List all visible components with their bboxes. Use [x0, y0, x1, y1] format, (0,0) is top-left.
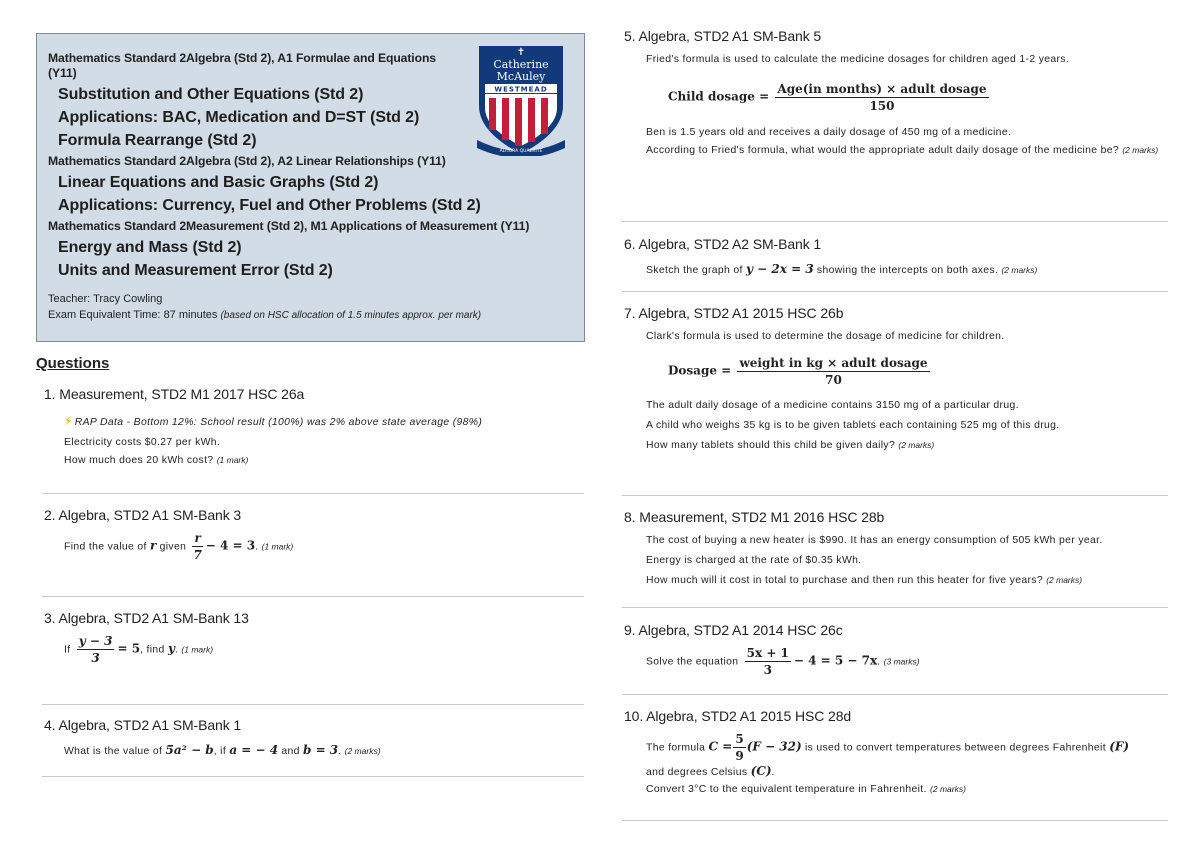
- question-text: According to Fried's formula, what would the appropriate adult daily dosage of the medicine be? (2 marks): [646, 145, 1159, 156]
- topic-link[interactable]: Formula Rearrange (Std 2): [58, 132, 257, 149]
- question-text: The adult daily dosage of a medicine contains 3150 mg of a particular drug.: [646, 400, 1019, 411]
- question-text: How many tablets should this child be given daily? (2 marks): [646, 440, 935, 451]
- question-title[interactable]: 2. Algebra, STD2 A1 SM-Bank 3: [44, 507, 242, 523]
- math-variable: r: [150, 538, 157, 553]
- header-panel: [36, 33, 585, 342]
- question-divider: [622, 495, 1168, 496]
- marks-label: (3 marks): [883, 656, 920, 667]
- exam-time-note: (based on HSC allocation of 1.5 minutes approx. per mark): [220, 310, 482, 321]
- math-variable: (F): [1109, 739, 1130, 754]
- question-divider: [622, 820, 1168, 821]
- question-2: [44, 507, 584, 562]
- question-body: If $\frac{y - 3}{3}$ = 5, find y. (1 mark): [64, 634, 214, 665]
- marks-label: (2 marks): [1046, 575, 1083, 585]
- marks-label: (1 mark): [261, 541, 294, 552]
- math-fraction: $\frac{5x + 1}{3}$: [746, 646, 789, 677]
- question-text: A child who weighs 35 kg is to be given tablets each containing 525 mg of this drug.: [646, 420, 1060, 431]
- rap-data-line: [64, 414, 584, 428]
- crest-motto: ALTIORA QUAERITE: [499, 149, 543, 154]
- math-expression: Child dosage =: [668, 89, 770, 104]
- question-title[interactable]: 8. Measurement, STD2 M1 2016 HSC 28b: [624, 509, 885, 525]
- question-text: and degrees Celsius (C).: [646, 764, 775, 778]
- math-fraction: $\frac{5}{9}$: [735, 732, 744, 763]
- lightning-icon: ⚡: [64, 414, 73, 428]
- question-divider: [42, 596, 584, 597]
- question-body: [624, 331, 1168, 451]
- question-text: The cost of buying a new heater is $990. It has an energy consumption of 505 kWh per year.: [646, 535, 1103, 546]
- school-crest-logo: [477, 44, 565, 156]
- question-body: Sketch the graph of y − 2x = 3 showing the intercepts on both axes. (2 marks): [646, 262, 1038, 276]
- questions-heading: Questions: [36, 355, 110, 372]
- question-divider: [622, 221, 1168, 222]
- question-body: [624, 54, 1168, 156]
- question-1: [44, 386, 584, 466]
- math-fraction: $\frac{\text{weight in kg × adult dosage}}{70}$: [739, 356, 928, 387]
- question-title[interactable]: 7. Algebra, STD2 A1 2015 HSC 26b: [624, 305, 844, 321]
- topic-link[interactable]: Substitution and Other Equations (Std 2): [58, 86, 364, 103]
- exam-time-label: Exam Equivalent Time:: [48, 309, 161, 321]
- course-heading-3: Mathematics Standard 2Measurement (Std 2), M1 Applications of Measurement (Y11): [48, 219, 530, 233]
- question-divider: [42, 776, 584, 777]
- math-variable: (C): [750, 764, 772, 778]
- topic-link[interactable]: Energy and Mass (Std 2): [58, 239, 242, 256]
- math-fraction: $\frac{\text{Age(in months) × adult dosage}}{150}$: [777, 82, 987, 113]
- math-expression: C =: [708, 739, 733, 754]
- question-body: [624, 732, 1168, 795]
- topic-link[interactable]: Applications: Currency, Fuel and Other Problems (Std 2): [58, 197, 481, 214]
- math-expression: − 4 = 5 − 7x: [793, 653, 878, 668]
- question-title[interactable]: 5. Algebra, STD2 A1 SM-Bank 5: [624, 28, 822, 44]
- math-expression: − 4 = 3: [205, 538, 256, 553]
- question-text: Electricity costs $0.27 per kWh.: [64, 437, 221, 448]
- question-body: What is the value of 5a² − b, if a = − 4 and b = 3. (2 marks): [64, 743, 381, 757]
- question-title[interactable]: 9. Algebra, STD2 A1 2014 HSC 26c: [624, 622, 843, 638]
- crest-name-line1: Catherine: [493, 58, 549, 71]
- marks-label: (2 marks): [1122, 145, 1159, 155]
- formula-block: [668, 82, 1168, 113]
- marks-label: (2 marks): [930, 784, 966, 794]
- exam-time-line: [48, 307, 584, 324]
- topic-link[interactable]: Applications: BAC, Medication and D=ST (Std 2): [58, 109, 420, 126]
- question-10: [624, 708, 1168, 795]
- question-divider: [42, 704, 584, 705]
- question-text: How much will it cost in total to purchase and then run this heater for five years? (2 marks): [646, 575, 1083, 586]
- question-body: Solve the equation $\frac{5x + 1}{3}$ − 4 = 5 − 7x. (3 marks): [646, 646, 920, 677]
- question-divider: [42, 493, 584, 494]
- formula-block: [668, 356, 1168, 387]
- math-expression: b = 3: [303, 743, 339, 757]
- question-3: [44, 610, 584, 665]
- question-text: Clark's formula is used to determine the dosage of medicine for children.: [646, 331, 1005, 342]
- question-9: [624, 622, 1168, 677]
- course-heading-2: Mathematics Standard 2Algebra (Std 2), A2 Linear Relationships (Y11): [48, 154, 446, 168]
- question-divider: [622, 694, 1168, 695]
- crest-name-line2: McAuley: [496, 70, 546, 83]
- math-expression: a = − 4: [229, 743, 279, 757]
- question-text: How much does 20 kWh cost? (1 mark): [64, 455, 249, 466]
- marks-label: (1 mark): [181, 644, 214, 655]
- question-divider: [622, 291, 1168, 292]
- marks-label: (1 mark): [216, 455, 249, 465]
- crest-cross-icon: ✝: [516, 47, 526, 58]
- question-4: [44, 717, 584, 757]
- marks-label: (2 marks): [898, 440, 935, 450]
- math-expression: y − 2x = 3: [746, 262, 814, 276]
- math-fraction: $\frac{r}{7}$: [193, 531, 202, 562]
- crest-westmead-text: WESTMEAD: [494, 85, 548, 94]
- question-title[interactable]: 3. Algebra, STD2 A1 SM-Bank 13: [44, 610, 249, 626]
- question-7: [624, 305, 1168, 451]
- math-fraction: $\frac{y - 3}{3}$: [78, 634, 113, 665]
- question-title[interactable]: 6. Algebra, STD2 A2 SM-Bank 1: [624, 236, 822, 252]
- question-text: The formula C = $\frac{5}{9}$ (F − 32) is used to convert temperatures between degrees Fahrenheit (F): [646, 732, 1130, 763]
- question-divider: [622, 607, 1168, 608]
- question-6: [624, 236, 1168, 276]
- topic-link[interactable]: Units and Measurement Error (Std 2): [58, 262, 333, 279]
- math-expression: = 5: [117, 641, 141, 656]
- marks-label: (2 marks): [344, 746, 381, 756]
- math-variable: y: [167, 641, 175, 656]
- question-body: Find the value of r given $\frac{r}{7}$ − 4 = 3. (1 mark): [64, 531, 294, 562]
- exam-time-value: 87 minutes: [163, 309, 218, 321]
- teacher-label: Teacher:: [48, 293, 91, 305]
- question-title[interactable]: 10. Algebra, STD2 A1 2015 HSC 28d: [624, 708, 852, 724]
- question-text: Fried's formula is used to calculate the medicine dosages for children aged 1-2 years.: [646, 54, 1070, 65]
- question-text: Ben is 1.5 years old and receives a daily dosage of 450 mg of a medicine.: [646, 127, 1012, 138]
- math-expression: (F − 32): [746, 739, 802, 754]
- math-expression: Dosage =: [668, 363, 732, 378]
- question-text: Convert 3°C to the equivalent temperature in Fahrenheit. (2 marks): [646, 784, 966, 795]
- marks-label: (2 marks): [1001, 265, 1038, 275]
- question-body: [624, 535, 1168, 586]
- question-title[interactable]: 1. Measurement, STD2 M1 2017 HSC 26a: [44, 386, 305, 402]
- math-expression: 5a² − b: [165, 743, 214, 757]
- teacher-name: Tracy Cowling: [93, 293, 163, 305]
- course-heading-1: Mathematics Standard 2Algebra (Std 2), A1 Formulae and Equations (Y11): [48, 51, 436, 80]
- rap-data-text: RAP Data - Bottom 12%: School result (100%) was 2% above state average (98%): [74, 417, 483, 428]
- teacher-line: [48, 291, 584, 307]
- question-5: [624, 28, 1168, 156]
- topic-link[interactable]: Linear Equations and Basic Graphs (Std 2): [58, 174, 379, 191]
- question-text: Energy is charged at the rate of $0.35 kWh.: [646, 555, 862, 566]
- question-title[interactable]: 4. Algebra, STD2 A1 SM-Bank 1: [44, 717, 242, 733]
- question-8: [624, 509, 1168, 586]
- question-body: [44, 414, 584, 466]
